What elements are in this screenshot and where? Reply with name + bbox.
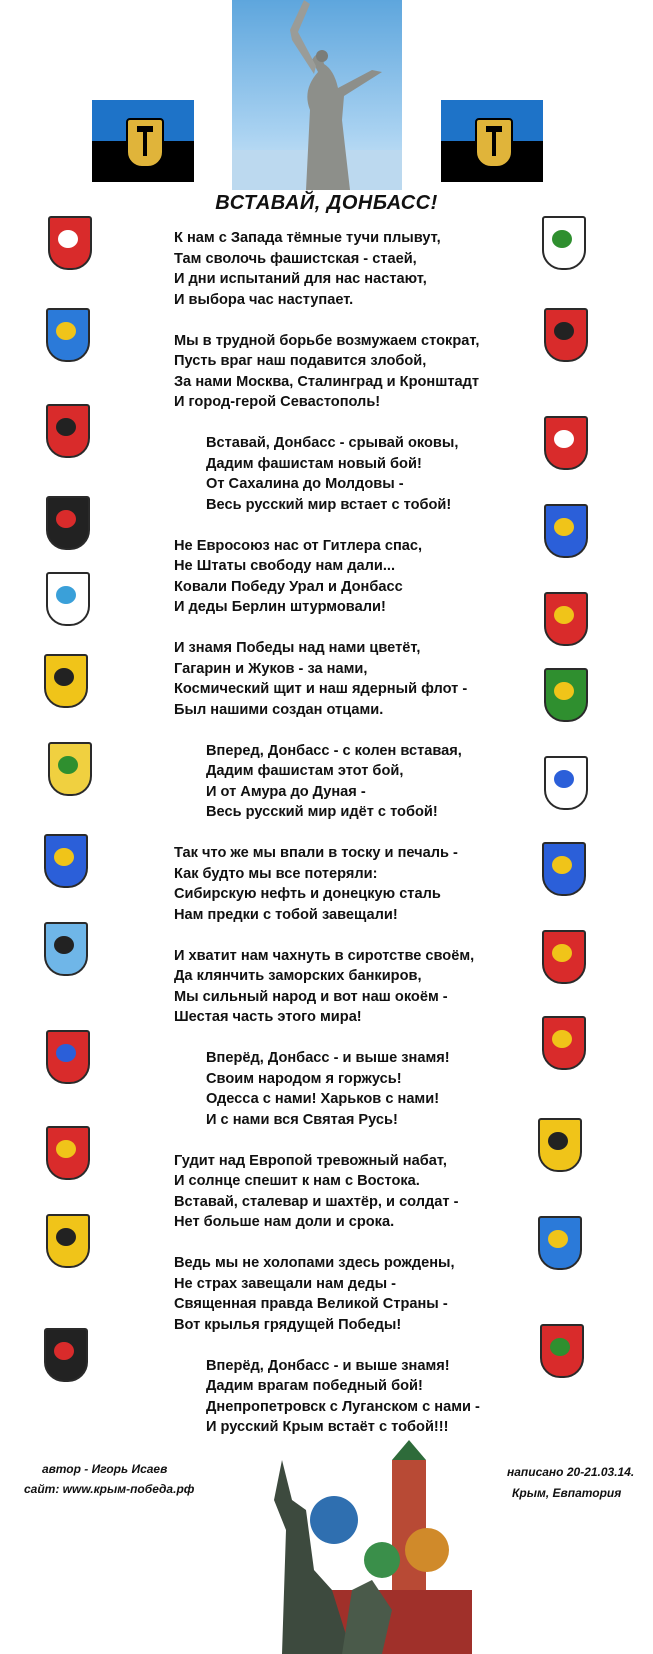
- poem-line: Вперёд, Донбасс - и выше знамя!: [206, 1357, 450, 1374]
- coat-of-arms-icon: [536, 662, 592, 724]
- poem-line: И от Амура до Дуная -: [206, 783, 366, 800]
- donbass-flag-left: [92, 100, 194, 182]
- coat-of-arms-icon: [40, 736, 96, 798]
- poem-line: Вот крылья грядущей Победы!: [174, 1316, 402, 1333]
- coat-of-arms-icon: [36, 648, 92, 710]
- coat-of-arms-icon: [36, 1322, 92, 1384]
- poem-line: Вставай, Донбасс - срывай оковы,: [206, 435, 459, 451]
- coat-of-arms-icon: [536, 586, 592, 648]
- verse-stanza: [174, 228, 504, 310]
- poem-line: Дадим фашистам новый бой!: [206, 455, 422, 472]
- poem-line: Своим народом я горжусь!: [206, 1070, 402, 1087]
- poem-line: Гудит над Европой тревожный набат,: [174, 1152, 447, 1169]
- poem-line: Одесса с нами! Харьков с нами!: [206, 1091, 440, 1107]
- verse-stanza: [174, 1151, 504, 1233]
- poem-line: Космический щит и наш ядерный флот -: [174, 681, 468, 697]
- coat-of-arms-icon: [536, 498, 592, 560]
- verse-stanza: [174, 536, 504, 618]
- poem-line: Был нашими создан отцами.: [174, 701, 384, 718]
- poem-line: И русский Крым встаёт с тобой!!!: [206, 1419, 449, 1435]
- hammer-emblem-icon: [126, 118, 164, 168]
- poem-line: К нам с Запада тёмные тучи плывут,: [174, 230, 441, 246]
- motherland-statue-image: [232, 0, 402, 190]
- poem-line: От Сахалина до Молдовы -: [206, 476, 404, 492]
- poem-line: Нет больше нам доли и срока.: [174, 1214, 395, 1230]
- poem-line: Так что же мы впали в тоску и печаль -: [174, 845, 458, 861]
- chorus-stanza: [174, 433, 504, 515]
- coat-of-arms-icon: [36, 916, 92, 978]
- poem-line: Не Штаты свободу нам дали...: [174, 558, 396, 574]
- coat-of-arms-icon: [536, 750, 592, 812]
- coat-of-arms-icon: [38, 490, 94, 552]
- coat-of-arms-icon: [38, 566, 94, 628]
- poem-line: Священная правда Великой Страны -: [174, 1296, 448, 1312]
- poem-line: Мы сильный народ и вот наш окоём -: [174, 988, 448, 1005]
- poem-line: Да клянчить заморских банкиров,: [174, 968, 422, 984]
- coat-of-arms-icon: [36, 828, 92, 890]
- poem-line: Там сволочь фашистская - стаей,: [174, 250, 417, 267]
- poem-line: Днепропетровск с Луганском с нами -: [206, 1398, 480, 1415]
- poem-title: ВСТАВАЙ, ДОНБАСС!: [215, 192, 438, 214]
- poem-line: Шестая часть этого мира!: [174, 1009, 362, 1025]
- poem-line: И солнце спешит к нам с Востока.: [174, 1173, 420, 1189]
- poem-body: [174, 228, 504, 1458]
- poem-line: Дадим врагам победный бой!: [206, 1378, 423, 1394]
- poem-line: Вперед, Донбасс - с колен вставая,: [206, 742, 462, 759]
- coat-of-arms-icon: [38, 1024, 94, 1086]
- poem-line: И с нами вся Святая Русь!: [206, 1111, 398, 1128]
- coat-of-arms-icon: [530, 1210, 586, 1272]
- donbass-flag-right: [441, 100, 543, 182]
- poem-line: За нами Москва, Сталинград и Кронштадт: [174, 373, 480, 390]
- coat-of-arms-icon: [534, 210, 590, 272]
- coat-of-arms-icon: [38, 1208, 94, 1270]
- poem-line: Нам предки с тобой завещали!: [174, 906, 398, 923]
- written-place: Крым, Евпатория: [512, 1486, 622, 1500]
- coat-of-arms-icon: [534, 836, 590, 898]
- chorus-stanza: [174, 1356, 504, 1438]
- poem-line: Вставай, сталевар и шахтёр, и солдат -: [174, 1193, 459, 1210]
- verse-stanza: [174, 638, 504, 720]
- coat-of-arms-icon: [38, 398, 94, 460]
- poem-line: И выбора час наступает.: [174, 291, 354, 308]
- poem-line: Весь русский мир идёт с тобой!: [206, 804, 438, 820]
- poem-line: И деды Берлин штурмовали!: [174, 599, 386, 615]
- poem-line: Дадим фашистам этот бой,: [206, 763, 404, 779]
- coat-of-arms-icon: [38, 1120, 94, 1182]
- verse-stanza: [174, 1253, 504, 1335]
- verse-stanza: [174, 946, 504, 1028]
- poem-line: Ковали Победу Урал и Донбасс: [174, 578, 403, 595]
- poem-line: Гагарин и Жуков - за нами,: [174, 660, 368, 677]
- poem-line: Вперёд, Донбасс - и выше знамя!: [206, 1050, 450, 1066]
- verse-stanza: [174, 843, 504, 925]
- coat-of-arms-icon: [38, 302, 94, 364]
- chorus-stanza: [174, 741, 504, 823]
- poem-line: И дни испытаний для нас настают,: [174, 271, 427, 287]
- poem-line: Как будто мы все потеряли:: [174, 865, 378, 882]
- hammer-emblem-icon: [475, 118, 513, 168]
- verse-stanza: [174, 331, 504, 413]
- minin-pozharsky-monument-image: [262, 1440, 482, 1654]
- coat-of-arms-icon: [536, 302, 592, 364]
- poem-line: Мы в трудной борьбе возмужаем стократ,: [174, 332, 480, 349]
- coat-of-arms-icon: [534, 1010, 590, 1072]
- written-date: написано 20-21.03.14.: [507, 1465, 635, 1479]
- coat-of-arms-icon: [536, 410, 592, 472]
- poem-line: Пусть враг наш подавится злобой,: [174, 353, 427, 369]
- poem-line: Сибирскую нефть и донецкую сталь: [174, 886, 441, 902]
- poem-line: Не Евросоюз нас от Гитлера спас,: [174, 537, 423, 554]
- poem-line: Ведь мы не холопами здесь рождены,: [174, 1255, 455, 1271]
- site-link[interactable]: сайт: www.крым-победа.рф: [24, 1482, 195, 1496]
- coat-of-arms-icon: [534, 924, 590, 986]
- coat-of-arms-icon: [530, 1112, 586, 1174]
- poem-line: И хватит нам чахнуть в сиротстве своём,: [174, 947, 475, 964]
- poem-line: И знамя Победы над нами цветёт,: [174, 640, 421, 656]
- coat-of-arms-icon: [40, 210, 96, 272]
- coat-of-arms-icon: [532, 1318, 588, 1380]
- chorus-stanza: [174, 1048, 504, 1130]
- author-line: автор - Игорь Исаев: [42, 1462, 168, 1476]
- poem-line: Не страх завещали нам деды -: [174, 1275, 396, 1292]
- poem-line: Весь русский мир встает с тобой!: [206, 496, 452, 513]
- poem-line: И город-герой Севастополь!: [174, 394, 381, 410]
